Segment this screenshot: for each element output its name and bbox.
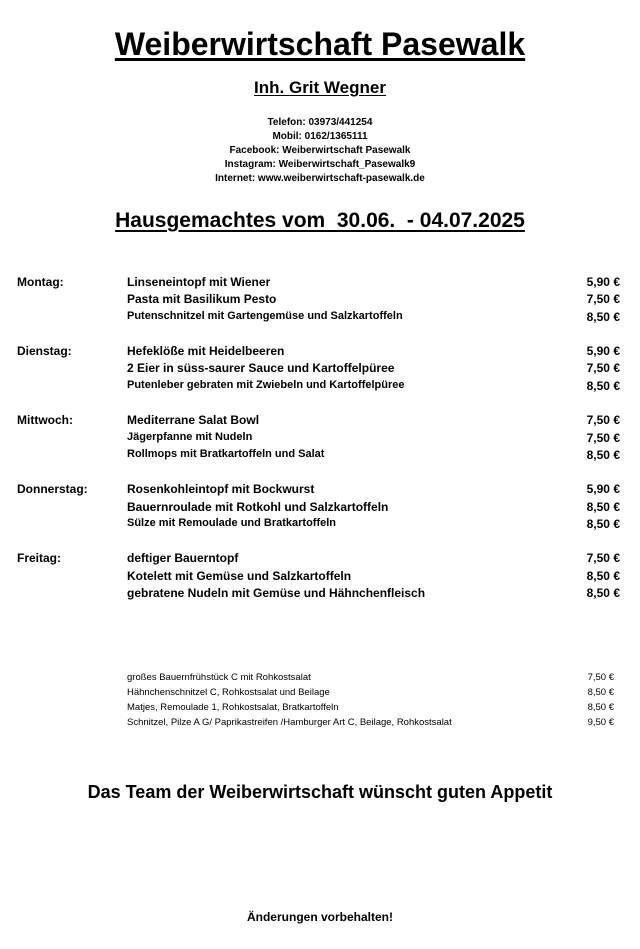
extra-item-name: großes Bauernfrühstück C mit Rohkostsalat: [127, 672, 311, 683]
dish-price: 5,90 €: [586, 344, 620, 358]
dish-price: 8,50 €: [586, 379, 620, 393]
dish-name: Pasta mit Basilikum Pesto: [127, 292, 277, 306]
dish-price: 8,50 €: [586, 448, 620, 462]
dish-price: 8,50 €: [586, 586, 620, 600]
contact-facebook: Facebook: Weiberwirtschaft Pasewalk: [229, 145, 411, 156]
dish-price: 7,50 €: [586, 292, 620, 306]
restaurant-title: Weiberwirtschaft Pasewalk: [114, 26, 526, 62]
extra-item-price: 8,50 €: [587, 687, 614, 698]
dish-price: 7,50 €: [586, 413, 620, 427]
extra-item-price: 7,50 €: [587, 672, 614, 683]
dish-price: 5,90 €: [586, 275, 620, 289]
contact-instagram: Instagram: Weiberwirtschaft_Pasewalk9: [224, 159, 416, 170]
dish-price: 7,50 €: [586, 431, 620, 445]
dish-price: 8,50 €: [586, 310, 620, 324]
day-label-tuesday: Dienstag:: [17, 344, 72, 358]
dish-name: Rosenkohleintopf mit Bockwurst: [127, 482, 315, 496]
contact-website: Internet: www.weiberwirtschaft-pasewalk.de: [215, 173, 425, 184]
dish-price: 7,50 €: [586, 551, 620, 565]
dish-price: 8,50 €: [586, 569, 620, 583]
dish-name: Sülze mit Remoulade und Bratkartoffeln: [127, 517, 337, 529]
dish-name: Bauernroulade mit Rotkohl und Salzkartoffeln: [127, 500, 389, 514]
extra-item-name: Matjes, Remoulade 1, Rohkostsalat, Bratkartoffeln: [127, 702, 339, 713]
dish-name: 2 Eier in süss-saurer Sauce und Kartoffelpüree: [127, 361, 395, 375]
day-label-monday: Montag:: [17, 275, 64, 289]
dish-name: Jägerpfanne mit Nudeln: [127, 431, 253, 443]
dish-price: 8,50 €: [586, 500, 620, 514]
extra-item-name: Hähnchenschnitzel C, Rohkostsalat und Beilage: [127, 687, 330, 698]
changes-notice: Änderungen vorbehalten!: [246, 910, 393, 924]
dish-price: 8,50 €: [586, 517, 620, 531]
contact-phone: Telefon: 03973/441254: [267, 117, 373, 128]
dish-price: 5,90 €: [586, 482, 620, 496]
dish-name: gebratene Nudeln mit Gemüse und Hähnchenfleisch: [127, 586, 426, 600]
contact-block: [0, 116, 640, 186]
dish-name: Hefeklöße mit Heidelbeeren: [127, 344, 285, 358]
dish-name: Rollmops mit Bratkartoffeln und Salat: [127, 448, 325, 460]
extra-item-price: 8,50 €: [587, 702, 614, 713]
extra-item-name: Schnitzel, Pilze A G/ Paprikastreifen /Hamburger Art C, Beilage, Rohkostsalat: [127, 717, 452, 728]
dish-name: Mediterrane Salat Bowl: [127, 413, 260, 427]
day-label-friday: Freitag:: [17, 551, 62, 565]
dish-name: Linseneintopf mit Wiener: [127, 275, 271, 289]
day-label-wednesday: Mittwoch:: [17, 413, 73, 427]
dish-name: Putenschnitzel mit Gartengemüse und Salzkartoffeln: [127, 310, 403, 322]
footer-greeting: Das Team der Weiberwirtschaft wünscht guten Appetit: [87, 782, 553, 802]
owner-line: Inh. Grit Wegner: [254, 78, 386, 97]
dish-price: 7,50 €: [586, 361, 620, 375]
day-label-thursday: Donnerstag:: [17, 482, 88, 496]
extra-item-price: 9,50 €: [587, 717, 614, 728]
contact-mobile: Mobil: 0162/1365111: [272, 131, 368, 142]
dish-name: Kotelett mit Gemüse und Salzkartoffeln: [127, 569, 352, 583]
dish-name: Putenleber gebraten mit Zwiebeln und Kartoffelpüree: [127, 379, 405, 391]
dish-name: deftiger Bauerntopf: [127, 551, 239, 565]
week-heading: Hausgemachtes vom 30.06. - 04.07.2025: [115, 209, 525, 232]
